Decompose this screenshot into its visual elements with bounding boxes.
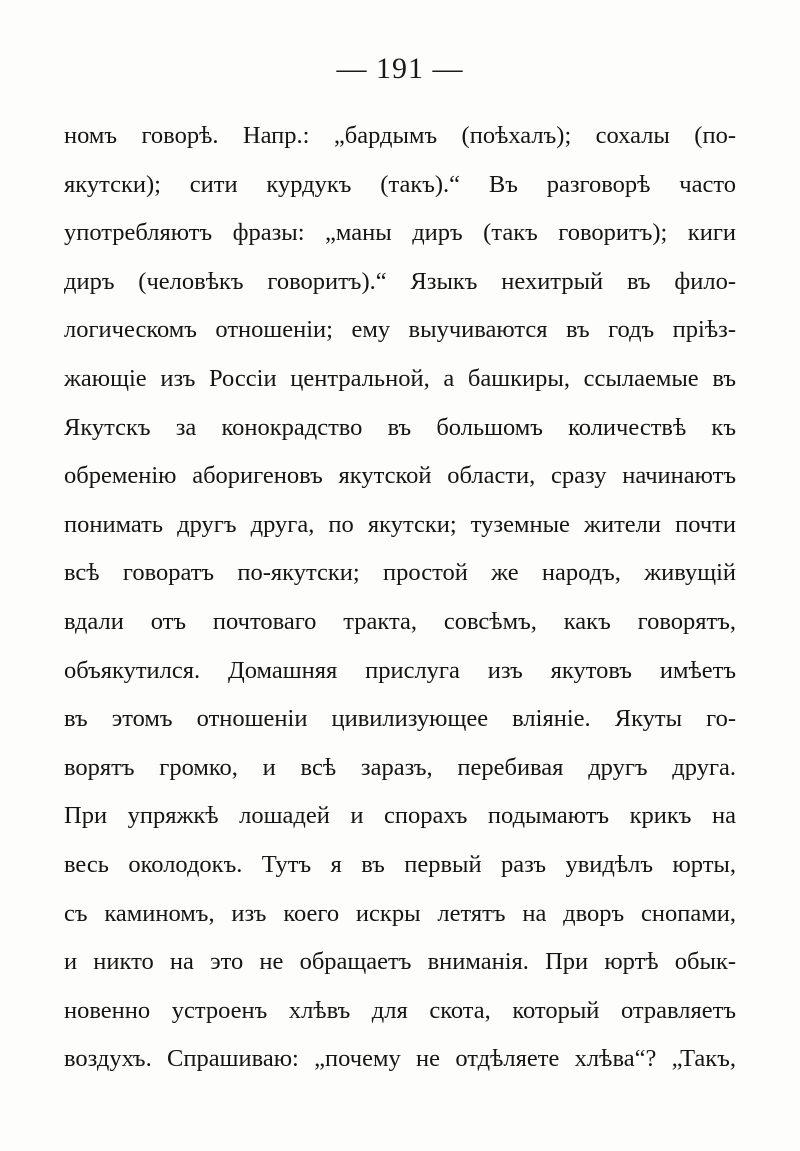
text-line: При упряжкѣ лошадей и спорахъ подымаютъ крикъ на <box>64 802 736 830</box>
text-line: Якутскъ за конокрадство въ большомъ количествѣ къ <box>64 413 736 441</box>
text-line: воздухъ. Спрашиваю: „почему не отдѣляете хлѣва“? „Такъ, <box>64 1045 736 1073</box>
text-line: обремeнію аборигеновъ якутской области, сразу начинаютъ <box>64 462 736 490</box>
text-line: употребляютъ фразы: „маны диръ (такъ говоритъ); киги <box>64 219 736 247</box>
text-line: ворятъ громко, и всѣ заразъ, перебивая другъ друга. <box>64 753 736 781</box>
text-line: всѣ говоратъ по-якутски; простой же народъ, живущій <box>64 559 736 587</box>
page-number: — 191 — <box>336 52 464 85</box>
text-line: жающіе изъ Россіи центральной, а башкиры, ссылаемые въ <box>64 364 736 392</box>
text-line: логическомъ отношеніи; ему выучиваются въ годъ пріѣз- <box>64 316 736 344</box>
text-line: новенно устроенъ хлѣвъ для скота, который отравляетъ <box>64 996 736 1024</box>
text-line: въ этомъ отношеніи цивилизующее вліяніе. Якуты го- <box>64 705 736 733</box>
text-line: объякутился. Домашняя прислуга изъ якутовъ имѣетъ <box>64 656 736 684</box>
text-line: весь околодокъ. Тутъ я въ первый разъ увидѣлъ юрты, <box>64 850 736 878</box>
text-line: вдали отъ почтоваго тракта, совсѣмъ, какъ говорятъ, <box>64 607 736 635</box>
body-text <box>64 112 736 1084</box>
text-line: понимать другъ друга, по якутски; туземные жители почти <box>64 510 736 538</box>
text-line: якутски); сити курдукъ (такъ).“ Въ разговорѣ часто <box>64 170 736 198</box>
text-line: и никто на это не обращаетъ вниманія. При юртѣ обык- <box>64 948 736 976</box>
text-line: номъ говорѣ. Напр.: „бардымъ (поѣхалъ); сохалы (по- <box>64 122 736 149</box>
text-line: съ каминомъ, изъ коего искры летятъ на дворъ снопами, <box>64 899 736 927</box>
text-line: диръ (человѣкъ говоритъ).“ Языкъ нехитрый въ фило- <box>64 267 736 295</box>
